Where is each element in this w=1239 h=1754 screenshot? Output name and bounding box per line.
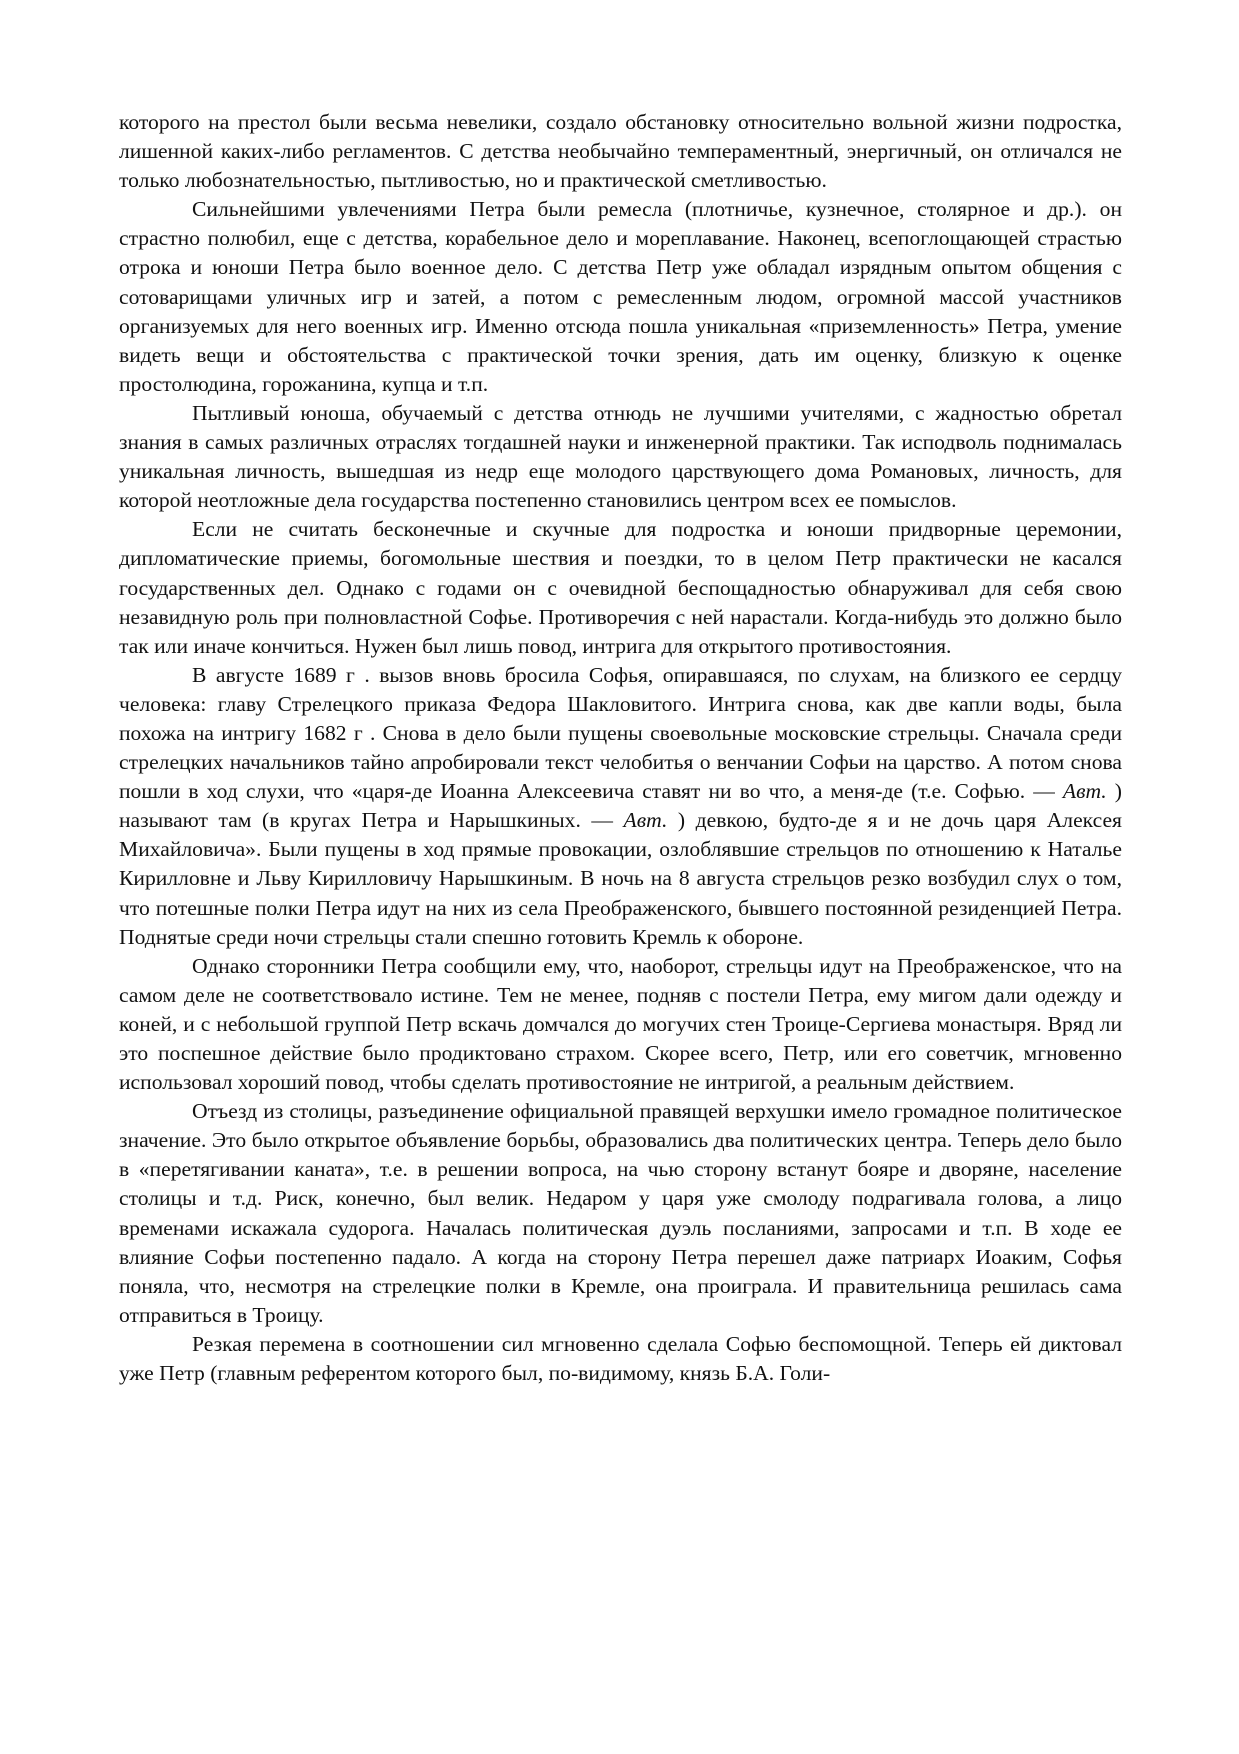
author-note-abbrev: Авт. [1062,779,1107,804]
paragraph-4 [119,515,1122,660]
paragraph-text: ) девкою, будто-де я и не дочь царя Алексея Михайловича». Были пущены в ход прямые провокации, озлоблявшие стрельцов по отношению к Наталье Кирилловне и Льву Кирилловичу Нарышкиным. В ночь на 8 августа стрельцов резко возбудил слух о том, что потешные полки Петра идут на них из села Преображенского, бывшего постоянной резиденцией Петра. Поднятые среди ночи стрельцы стали спешно готовить Кремль к обороне. [119,808,1122,949]
paragraph-2 [119,195,1122,399]
paragraph-text: В августе 1689 г . вызов вновь бросила Софья, опиравшаяся, по слухам, на близкого ее сердцу человека: главу Стрелецкого приказа Федора Шакловитого. Интрига снова, как две капли воды, была похожа на интригу 1682 г . Снова в дело были пущены своевольные московские стрельцы. Сначала среди стрелецких начальников тайно апробировали текст челобитья о венчании Софьи на царство. А потом снова пошли в ход слухи, что «царя-де Иоанна Алексеевича ставят ни во что, а меня-де (т.е. Софью. — [119,662,1122,804]
document-page [119,108,1122,1388]
paragraph-1 [119,108,1122,195]
paragraph-7 [119,1097,1122,1330]
paragraph-3 [119,399,1122,515]
paragraph-text: Пытливый юноша, обучаемый с детства отнюдь не лучшими учителями, с жадностью обретал знания в самых различных отраслях тогдашней науки и инженерной практики. Так исподволь поднималась уникальная личность, вышедшая из недр еще молодого царствующего дома Романовых, личность, для которой неотложные дела государства постепенно становились центром всех ее помыслов. [119,400,1122,513]
paragraph-text: Однако сторонники Петра сообщили ему, что, наоборот, стрельцы идут на Преображенское, что на самом деле не соответствовало истине. Тем не менее, подняв с постели Петра, ему мигом дали одежду и коней, и с небольшой группой Петр вскачь домчался до могучих стен Троице-Сергиева монастыря. Вряд ли это поспешное действие было продиктовано страхом. Скорее всего, Петр, или его советчик, мгновенно использовал хороший повод, чтобы сделать противостояние не интригой, а реальным действием. [119,953,1122,1095]
paragraph-text: ) называют там (в кругах Петра и Нарышкиных. — [119,779,1122,833]
paragraph-8 [119,1330,1122,1388]
paragraph-text: Если не считать бесконечные и скучные для подростка и юноши придворные церемонии, дипломатические приемы, богомольные шествия и поездки, то в целом Петр практически не касался государственных дел. Однако с годами он с очевидной беспощадностью обнаруживал для себя свою незавидную роль при полновластной Софье. Противоречия с ней нарастали. Когда-нибудь это должно было так или иначе кончиться. Нужен был лишь повод, интрига для открытого противостояния. [119,517,1122,658]
paragraph-text: Резкая перемена в соотношении сил мгновенно сделала Софью беспомощной. Теперь ей диктовал уже Петр (главным референтом которого был, по-видимому, князь Б.А. Голи- [119,1331,1122,1386]
author-note-abbrev: Авт. [623,808,668,833]
paragraph-5 [119,661,1122,952]
paragraph-text: которого на престол были весьма невелики, создало обстановку относительно вольной жизни подростка, лишенной каких-либо регламентов. С детства необычайно темпераментный, энергичный, он отличался не только любознательностью, пытливостью, но и практической сметливостью. [119,110,1122,193]
paragraph-text: Отъезд из столицы, разъединение официальной правящей верхушки имело громадное политическое значение. Это было открытое объявление борьбы, образовались два политических центра. Теперь дело было в «перетягивании каната», т.е. в решении вопроса, на чью сторону встанут бояре и дворяне, население столицы и т.д. Риск, конечно, был велик. Недаром у царя уже смолоду подрагивала голова, а лицо временами искажала судорога. Началась политическая дуэль посланиями, запросами и т.п. В ходе ее влияние Софьи постепенно падало. А когда на сторону Петра перешел даже патриарх Иоаким, Софья поняла, что, несмотря на стрелецкие полки в Кремле, она проиграла. И правительница решилась сама отправиться в Троицу. [119,1099,1122,1327]
paragraph-6 [119,952,1122,1097]
paragraph-text: Сильнейшими увлечениями Петра были ремесла (плотничье, кузнечное, столярное и др.). он страстно полюбил, еще с детства, корабельное дело и мореплавание. Наконец, всепоглощающей страстью отрока и юноши Петра было военное дело. С детства Петр уже обладал изрядным опытом общения с сотоварищами уличных игр и затей, а потом с ремесленным людом, огромной массой участников организуемых для него военных игр. Именно отсюда пошла уникальная «приземленность» Петра, умение видеть вещи и обстоятельства с практической точки зрения, дать им оценку, близкую к оценке простолюдина, горожанина, купца и т.п. [119,197,1122,396]
